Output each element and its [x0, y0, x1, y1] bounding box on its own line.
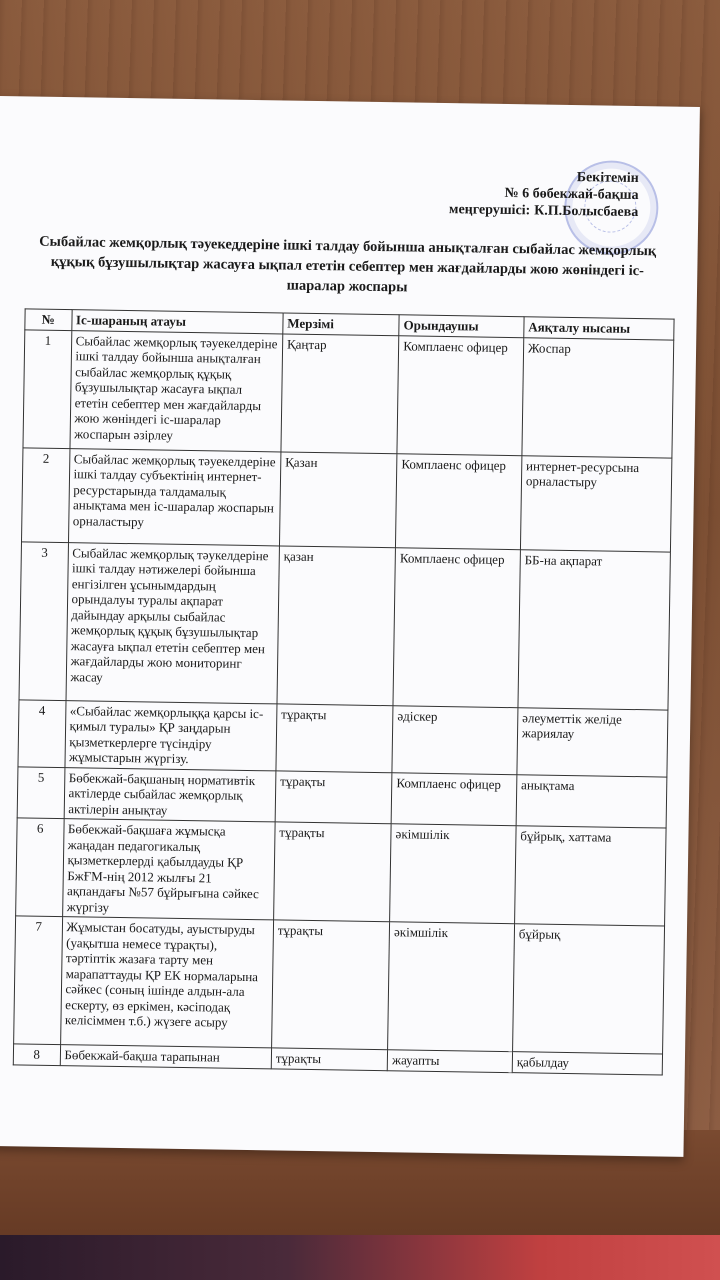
table-row	[18, 699, 668, 776]
header-form: Аяқталу нысаны	[524, 317, 674, 340]
row-form: әлеуметтік желіде жариялау	[517, 707, 668, 776]
row-executor: Комплаенс офицер	[393, 547, 520, 707]
cloth	[0, 1235, 720, 1280]
row-name: Бөбекжай-бақшаға жұмысқа жаңадан педагогикалық қызметкерлерді қабылдауды ҚР БжҒМ-нің 2012 жылғы 21 ақпандағы №57 бұйрығына сәйкес жүргізу	[62, 819, 275, 920]
row-num: 3	[19, 541, 68, 700]
header-name: Іс-шараның атауы	[71, 310, 283, 334]
row-form: қабылдау	[512, 1052, 662, 1075]
row-term: Қаңтар	[281, 333, 399, 453]
row-form: ББ-на ақпарат	[518, 549, 671, 709]
row-name: «Сыбайлас жемқорлыққа қарсы іс-қимыл туралы» ҚР заңдарын қызметкерлерге түсіндіру жұмыстарын жүргізу.	[64, 700, 276, 770]
row-term: тұрақты	[271, 920, 389, 1050]
row-executor: әдіскер	[392, 705, 518, 774]
header-term: Мерзімі	[283, 313, 400, 335]
row-form: бұйрық, хаттама	[514, 826, 666, 926]
approval-line-2: № 6 бөбекжай-бақша	[504, 185, 639, 204]
row-name: Сыбайлас жемқорлық тәукелдеріне ішкі талдау нәтижелері бойынша енгізілген ұсынымдардың орындалуы туралы ақпарат дайындау арқылы сыбайлас жемқорлық құқық бұзушылықтар жасауға ықпал ететін себептер мен жағдайларды жою мониторинг жасау	[66, 542, 280, 703]
row-term: тұрақты	[275, 770, 392, 823]
row-name: Бөбекжай-бақшаның нормативтік актілерде сыбайлас жемқорлық актілерін анықтау	[64, 767, 276, 822]
table-row	[16, 818, 666, 926]
row-num: 5	[17, 766, 64, 818]
row-name: Сыбайлас жемқорлық тәуекелдеріне ішкі талдау субъектінің интернет-ресурстарында талдамалық анықтама мен іс-шаралар жоспарын орналастыру	[68, 448, 281, 545]
row-form: бұйрық	[512, 924, 664, 1054]
row-executor: Комплаенс офицер	[396, 453, 522, 549]
row-name: Сыбайлас жемқорлық тәуекелдеріне ішкі талдау бойынша анықталған сыбайлас жемқорлық құқық бұзушылықтар жасауға ықпал ететін себептер мен жағдайларды жою жөніндегі іс-шаралар жоспарын әзірлеу	[69, 330, 282, 451]
row-num: 8	[13, 1044, 60, 1065]
header-num: №	[25, 309, 72, 330]
row-num: 4	[18, 699, 66, 767]
row-name: Бөбекжай-бақша тарапынан	[60, 1045, 272, 1069]
approval-line-1: Бекітемін	[576, 170, 639, 187]
row-executor: әкімшілік	[390, 824, 516, 924]
row-term: тұрақты	[273, 822, 391, 922]
row-num: 2	[22, 447, 70, 542]
row-term: Қазан	[279, 451, 397, 547]
approval-name: К.П.Болысбаева	[534, 203, 639, 221]
row-name: Жұмыстан босатуды, ауыстыруды (уақытша немесе тұрақты), тәртіптік жазаға тарту мен марапаттауды ҚР ЕК нормаларына сәйкес (соның ішінде алдын-ала ескерту, өз еркімен, кәсіподақ келісіммен т.б.) жүзеге асыру	[60, 917, 273, 1048]
row-form: анықтама	[516, 774, 667, 828]
header-executor: Орындаушы	[399, 315, 524, 337]
row-term: тұрақты	[276, 703, 393, 772]
row-term: қазан	[277, 545, 396, 705]
approval-head: меңгерушісі:	[448, 202, 531, 219]
table-row	[14, 916, 665, 1054]
row-executor: жауапты	[387, 1050, 512, 1072]
row-form: интернет-ресурсына орналастыру	[520, 455, 672, 551]
row-executor: Комплаенс офицер	[397, 335, 524, 455]
table-row	[22, 447, 672, 551]
row-num: 6	[16, 818, 64, 917]
row-form: Жоспар	[522, 337, 674, 457]
row-num: 1	[23, 329, 71, 448]
plan-table	[13, 308, 675, 1075]
table-row	[23, 329, 674, 457]
row-num: 7	[14, 916, 63, 1045]
approval-block	[448, 168, 639, 221]
row-executor: Комплаенс офицер	[391, 772, 517, 825]
row-executor: әкімшілік	[388, 922, 515, 1052]
document-page	[0, 96, 700, 1157]
row-term: тұрақты	[271, 1048, 388, 1070]
document-title: Сыбайлас жемқорлық тәуекеддеріне ішкі талдау бойынша анықталған сыбайлас жемқорлық құқық бұзушылықтар жасауға ықпал ететін себептер мен жағдайларды жою жөніндегі іс-шаралар жоспары	[39, 233, 657, 296]
table-row	[19, 541, 670, 709]
